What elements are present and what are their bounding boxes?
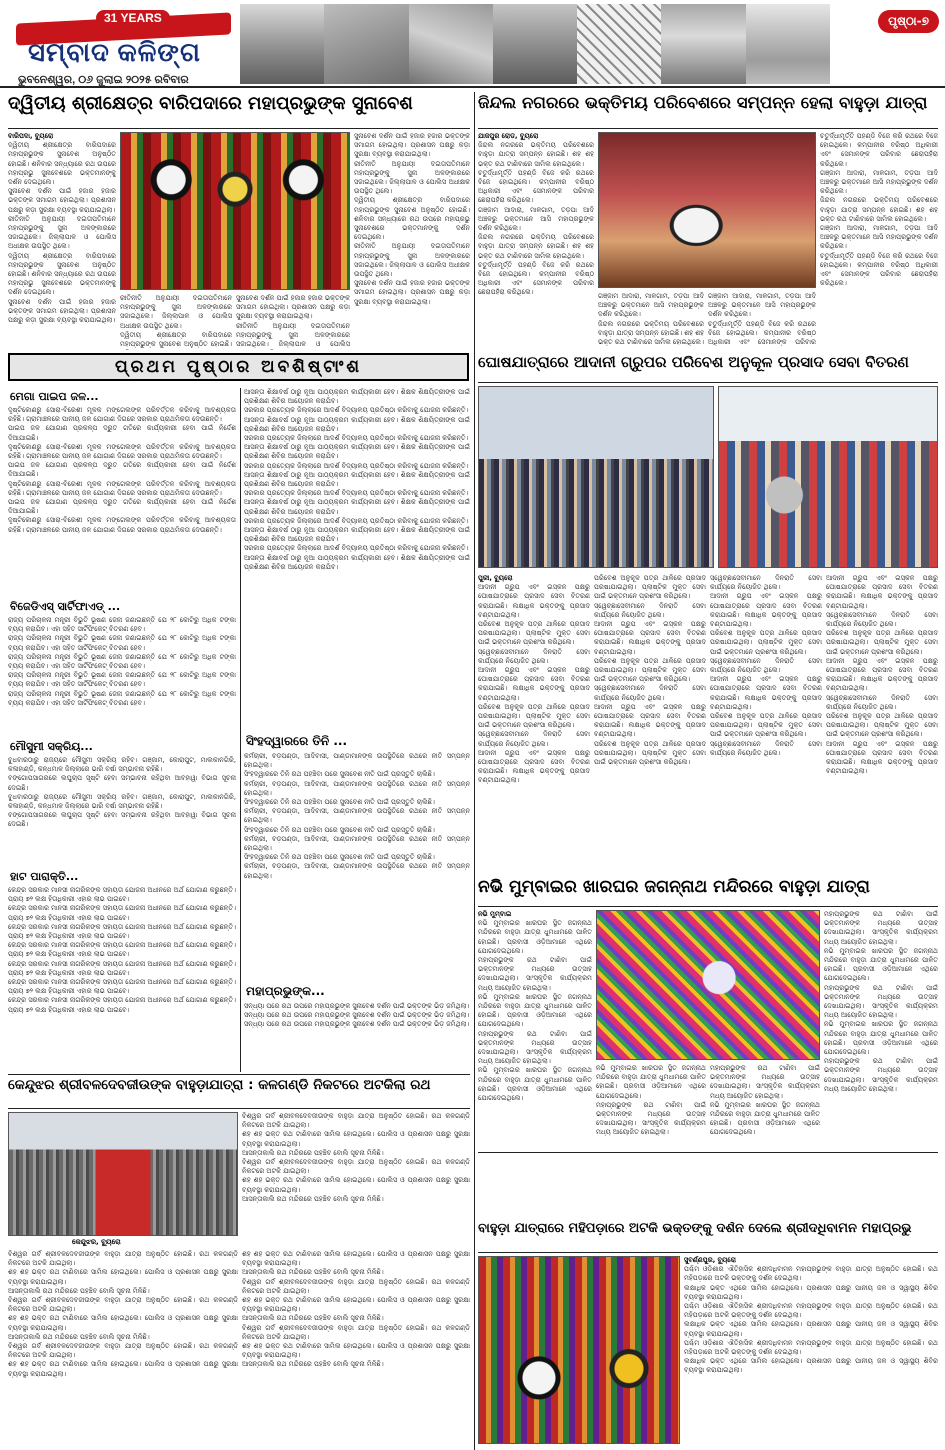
paragraph: ଆସନ୍ତା ଶିକ୍ଷାବର୍ଷ ଠାରୁ ନୂଆ ପାଠ୍ୟକ୍ରମ କାର୍ଯ୍ୟକାରୀ ହେବ। ଶିକ୍ଷକ ଶିକ୍ଷୟିତ୍ରୀଙ୍କ ପାଇଁ ପ୍ରଶିକ୍ଷଣ ଶିବିର ଆୟୋଜନ କରାଯିବ। <box>244 470 470 489</box>
paragraph: ଦ୍ୱିତୀୟ ଶ୍ରୀକ୍ଷେତ୍ର ବାରିପଦାରେ ମହାପ୍ରଭୁଙ୍କ ସୁନାବେଶ ଅନୁଷ୍ଠିତ ହୋଇଛି। ଶନିବାର ସନ୍ଧ୍ୟାରେ ରଥ ଉପରେ ମହାପ୍ରଭୁ ସୁନାବେଶରେ ଭକ୍ତମାନଙ୍କୁ ଦର୍ଶନ ଦେଇଥିଲେ। <box>8 251 116 297</box>
paragraph: ଶହ ଶହ ଭକ୍ତ ରଥ ଟାଣିବାରେ ସାମିଲ ହୋଇଥିଲେ। ପୋଲିସ ଓ ପ୍ରଶାସନ ପକ୍ଷରୁ ସୁରକ୍ଷା ବ୍ୟବସ୍ଥା କରାଯାଇଥିଲା। <box>8 1314 238 1332</box>
story-text-jindal-col2 <box>820 132 938 346</box>
paragraph: ଚତୁର୍ଦ୍ଧାମୂର୍ତ୍ତି ପହଣ୍ଡି ବିଜେ କରି ରଥରେ ବିଜେ ହୋଇଥିଲେ। କମ୍ପାନୀର ବରିଷ୍ଠ ଅଧିକାରୀ ଏବଂ ସେମାନଙ୍କ ପରିବାର <box>708 319 816 346</box>
paragraph: ସ୍ୱେଚ୍ଛାସେବୀମାନେ ଦିନରାତି ସେବା କାର୍ଯ୍ୟରେ ନିୟୋଜିତ ଥିଲେ। <box>478 730 590 748</box>
paragraph: ଦ୍ୱିତୀୟ ଶ୍ରୀକ୍ଷେତ୍ର ବାରିପଦାରେ ମହାପ୍ରଭୁଙ୍କ ସୁନାବେଶ ଅନୁଷ୍ଠିତ ହୋଇଛି। ଶନିବାର ସନ୍ଧ୍ୟାରେ ରଥ ଉପରେ ମହାପ୍ରଭୁ ସୁନାବେଶରେ ଭକ୍ତମାନଙ୍କୁ ଦର୍ଶନ ଦେଇଥିଲେ। <box>8 141 116 187</box>
paragraph: ସୁନାବେଶ ଦର୍ଶନ ପାଇଁ ହଜାର ହଜାର ଭକ୍ତଙ୍କ ସମାଗମ ହୋଇଥିଲା। ପ୍ରଶାସନ ପକ୍ଷରୁ କଡ଼ା ସୁରକ୍ଷା ବ୍ୟବସ୍ଥା କରାଯାଇଥିଲା। <box>8 187 116 214</box>
paragraph: ବିଶ୍ୱର ଗର୍ବ ଶ୍ରୀବଳଦେବଜୀଉଙ୍କ ବାହୁଡ଼ା ଯାତ୍ରା ଅନୁଷ୍ଠିତ ହୋଇଛି। ରଥ କଳଗଣ୍ଡି ନିକଟରେ ଅଟକି ଯାଇଥିଲା। <box>242 1277 470 1295</box>
masthead <box>0 0 945 88</box>
paragraph: ରାଜ୍ୟ ପରିଚାଳନା ମନ୍ତ୍ରୀ ବିଭୁତି ଭୂଷଣ ଜେନା ଜଣାଇଛନ୍ତି ଯେ ୨୮ କୋଟିରୁ ଅଧିକ ଟଙ୍କା ବ୍ୟୟ କରାଯିବ। ଏହା ସହିତ ସାର୍ଟିଫିକେଟ୍ ବିତରଣ ହେବ। <box>8 652 236 671</box>
photo-prasad-queue[interactable] <box>478 386 714 568</box>
story-headline-kharghar[interactable]: ନଭି ମୁମ୍ବାଇର ଖାରଘର ଜଗନ୍ନାଥ ମନ୍ଦିରରେ ବାହୁଡ଼ା ଯାତ୍ରା <box>478 878 870 897</box>
story-text-keonjhar-col2 <box>242 1112 470 1248</box>
paragraph: କେନ୍ଦ୍ର ସରକାର ମାନସୀ ନାଗରିକଙ୍କ ସହାୟତା ଯୋଜନା ଅଧୀନରେ ଅର୍ଥ ଯୋଗାଣ କରୁଛନ୍ତି। ପ୍ରାୟ ୭୨ ଲକ୍ଷ ହିତାଧିକାରୀ ଏହାର ଲାଭ ପାଇବେ। <box>8 886 236 904</box>
paragraph: ଦ୍ୱିତୀୟ ଶ୍ରୀକ୍ଷେତ୍ର ବାରିପଦାରେ ମହାପ୍ରଭୁଙ୍କ ସୁନାବେଶ ଅନୁଷ୍ଠିତ ହୋଇଛି। <box>120 330 232 349</box>
byline: ନଭି ମୁମ୍ବାଇ <box>478 910 512 918</box>
paragraph: ଗଞ୍ଜାମ ଆଦାରା, ମାଳଗାମ, ତଡ଼ପା ଆଦି ଅଞ୍ଚଳରୁ ଭକ୍ତମାନେ ଆସି ମହାପ୍ରଭୁଙ୍କ ଦର୍ଶନ କରିଥିଲେ। <box>478 205 594 233</box>
banner-photo-art <box>577 4 661 84</box>
paragraph: କର୍ମଚାରୀ, ବଡ଼ପଣ୍ଡା, ଆଦିବାସୀ, ପାଣ୍ଡାମାନଙ୍କ ଉପସ୍ଥିତିରେ ରଥରେ ନୀତି ସମ୍ପନ୍ନ ହୋଇଥିଲା। <box>244 752 470 770</box>
paragraph: ଜିନ୍ଦଲ ନଗରରେ ଭକ୍ତିମୟ ପରିବେଶରେ ବାହୁଡ଼ା ଯାତ୍ରା ସମ୍ପନ୍ନ ହୋଇଛି। ଶହ ଶହ ଭକ୍ତ ରଥ ଟାଣିବାରେ ସାମିଲ ହୋଇଥିଲେ। <box>478 233 594 260</box>
divider <box>478 128 938 129</box>
divider <box>478 906 938 907</box>
story-text-kharghar-col3 <box>596 1064 706 1150</box>
paragraph: ଚତୁର୍ଦ୍ଧାମୂର୍ତ୍ତି ପହଣ୍ଡି ବିଜେ କରି ରଥରେ ବିଜେ ହୋଇଥିଲେ। କମ୍ପାନୀର ବରିଷ୍ଠ ଅଧିକାରୀ ଏବଂ ସେମାନଙ୍କ ପରିବାର ଛେରାପହଁରା କରିଥିଲେ। <box>820 132 938 168</box>
story-text-keonjhar <box>8 1250 238 1446</box>
paragraph: ସରକାର ପ୍ରତ୍ୟେକ ଜିଲ୍ଲାରେ ଆଦର୍ଶ ବିଦ୍ୟାଳୟ ପ୍ରତିଷ୍ଠା କରିବାକୁ ଯୋଜନା କରିଛନ୍ତି। <box>244 461 469 470</box>
column-divider <box>240 388 241 1072</box>
story-text-monsoon <box>8 756 236 866</box>
story-text-jindal-col3 <box>598 292 704 346</box>
paragraph: ବିଶ୍ୱର ଗର୍ବ ଶ୍ରୀବଳଦେବଜୀଉଙ୍କ ବାହୁଡ଼ା ଯାତ୍ରା ଅନୁଷ୍ଠିତ ହୋଇଛି। ରଥ କଳଗଣ୍ଡି ନିକଟରେ ଅଟକି ଯାଇଥିଲା। <box>242 1323 470 1341</box>
banner-photo-temple <box>240 4 324 84</box>
paragraph: ଆସନ୍ତା ଶିକ୍ଷାବର୍ଷ ଠାରୁ ନୂଆ ପାଠ୍ୟକ୍ରମ କାର୍ଯ୍ୟକାରୀ ହେବ। ଶିକ୍ଷକ ଶିକ୍ଷୟିତ୍ରୀଙ୍କ ପାଇଁ ପ୍ରଶିକ୍ଷଣ ଶିବିର ଆୟୋଜନ କରାଯିବ। <box>244 553 470 571</box>
paragraph: ବଙ୍ଗୋପସାଗରରେ ଲଘୁଚାପ ସୃଷ୍ଟି ହେବା ସମ୍ଭାବନା ରହିଥିବା ଆବହାୱା ବିଭାଗ ସୂଚନା ଦେଇଛି। <box>8 774 236 792</box>
paragraph: ବିଶ୍ୱର ଗର୍ବ ଶ୍ରୀବଳଦେବଜୀଉଙ୍କ ବାହୁଡ଼ା ଯାତ୍ରା ଅନୁଷ୍ଠିତ ହୋଇଛି। ରଥ କଳଗଣ୍ଡି ନିକଟରେ ଅଟକି ଯାଇଥିଲା। <box>242 1158 470 1176</box>
story-text-baripada <box>8 132 116 350</box>
paragraph: ଆସନ୍ତାକାଲି ରଥ ମନ୍ଦିରରେ ପହଞ୍ଚିବ ବୋଲି ସୂଚନା ମିଳିଛି। <box>8 1332 150 1341</box>
paragraph: ସରକାର ପ୍ରତ୍ୟେକ ଜିଲ୍ଲାରେ ଆଦର୍ଶ ବିଦ୍ୟାଳୟ ପ୍ରତିଷ୍ଠା କରିବାକୁ ଯୋଜନା କରିଛନ୍ତି। <box>244 516 469 525</box>
divider <box>478 382 938 383</box>
paragraph: ନଭି ମୁମ୍ବାଇର ଖାରଘର ସ୍ଥିତ ଜଗନ୍ନାଥ ମନ୍ଦିରରେ ବାହୁଡ଼ା ଯାତ୍ରା ଧୁମଧାମରେ ପାଳିତ ହୋଇଛି। ପ୍ରବାସୀ ଓଡ଼ିଆମାନେ ଏଥିରେ ଯୋଗଦେଇଥିଲେ। <box>710 1100 820 1137</box>
paragraph: କେନ୍ଦ୍ର ସରକାର ମାନସୀ ନାଗରିକଙ୍କ ସହାୟତା ଯୋଜନା ଅଧୀନରେ ଅର୍ଥ ଯୋଗାଣ କରୁଛନ୍ତି। ପ୍ରାୟ ୭୨ ଲକ୍ଷ ହିତାଧିକାରୀ ଏହାର ଲାଭ ପାଇବେ। <box>8 978 236 996</box>
paragraph: ପରିବେଶ ଅନୁକୂଳ ପତ୍ର ଥାଳିରେ ପ୍ରସାଦ ପରଷାଯାଇଥିଲା। ପ୍ଲାଷ୍ଟିକ ମୁକ୍ତ ସେବା ପାଇଁ ଭକ୍ତମାନେ ପ୍ରଶଂସା କରିଥିଲେ। <box>594 739 706 767</box>
paragraph: ନଭି ମୁମ୍ବାଇର ଖାରଘର ସ୍ଥିତ ଜଗନ୍ନାଥ ମନ୍ଦିରରେ ବାହୁଡ଼ା ଯାତ୍ରା ଧୁମଧାମରେ ପାଳିତ ହୋଇଛି। ପ୍ରବାସୀ ଓଡ଼ିଆମାନେ ଏଥିରେ ଯୋଗଦେଇଥିଲେ। <box>824 946 938 983</box>
paragraph: କର୍ମଚାରୀ, ବଡ଼ପଣ୍ଡା, ଆଦିବାସୀ, ପାଣ୍ଡାମାନଙ୍କ ଉପସ୍ଥିତିରେ ରଥରେ ନୀତି ସମ୍ପନ୍ନ ହୋଇଥିଲା। <box>244 862 470 880</box>
subhead-monsoon: ମୌସୁମୀ ସକ୍ରିୟ... <box>10 740 93 753</box>
paragraph: ଲକ୍ଷାଧିକ ଭକ୍ତ ଏଥିରେ ସାମିଲ ହୋଇଥିଲେ। ପ୍ରଶାସନ ପକ୍ଷରୁ ପାନୀୟ ଜଳ ଓ ସ୍ୱାସ୍ଥ୍ୟ ଶିବିର ବ୍ୟବସ୍ଥା କରାଯାଇଥିଲା। <box>684 1283 938 1301</box>
paragraph: ଲକ୍ଷାଧିକ ଭକ୍ତ ଏଥିରେ ସାମିଲ ହୋଇଥିଲେ। ପ୍ରଶାସନ ପକ୍ଷରୁ ପାନୀୟ ଜଳ ଓ ସ୍ୱାସ୍ଥ୍ୟ ଶିବିର ବ୍ୟବସ୍ଥା କରାଯାଇଥିଲା। <box>684 1320 938 1338</box>
paragraph: ସରକାର ପ୍ରତ୍ୟେକ ଜିଲ୍ଲାରେ ଆଦର୍ଶ ବିଦ୍ୟାଳୟ ପ୍ରତିଷ୍ଠା କରିବାକୁ ଯୋଜନା କରିଛନ୍ତି। <box>244 434 469 443</box>
divider <box>478 1252 938 1253</box>
banner-photo-village <box>661 4 745 84</box>
byline: ବାରିପଦା, ବ୍ୟୁରୋ <box>8 132 54 140</box>
story-text-jindal-col4 <box>708 292 816 346</box>
paragraph: ସ୍ୱେଚ୍ଛାସେବୀମାନେ ଦିନରାତି ସେବା କାର୍ଯ୍ୟରେ ନିୟୋଜିତ ଥିଲେ। <box>478 647 590 665</box>
paragraph: ଚତୁର୍ଦ୍ଧାମୂର୍ତ୍ତି ପହଣ୍ଡି ବିଜେ କରି ରଥରେ ବିଜେ ହୋଇଥିଲେ। କମ୍ପାନୀର ବରିଷ୍ଠ ଅଧିକାରୀ ଏବଂ ସେମାନଙ୍କ ପରିବାର ଛେରାପହଁରା କରିଥିଲେ। <box>478 168 594 205</box>
paragraph: ପରିବେଶ ଅନୁକୂଳ ପତ୍ର ଥାଳିରେ ପ୍ରସାଦ ପରଷାଯାଇଥିଲା। ପ୍ଲାଷ୍ଟିକ ମୁକ୍ତ ସେବା ପାଇଁ ଭକ୍ତମାନେ ପ୍ରଶଂସା କରିଥିଲେ। <box>826 629 938 656</box>
paragraph: ପଶ୍ଚିମ ଓଡ଼ିଶାର ଐତିହାସିକ ଶ୍ରୀଦଧିବାମନ ମହାପ୍ରଭୁଙ୍କ ବାହୁଡ଼ା ଯାତ୍ରା ଅନୁଷ୍ଠିତ ହୋଇଛି। ରଥ ମହିପଡ଼ାରେ ଅଟକି ଭକ୍ତଙ୍କୁ ଦର୍ଶନ ଦେଇଥିଲା। <box>684 1302 938 1320</box>
paragraph: ସୁନାବେଶ ଦର୍ଶନ ପାଇଁ ହଜାର ହଜାର ଭକ୍ତଙ୍କ ସମାଗମ ହୋଇଥିଲା। ପ୍ରଶାସନ ପକ୍ଷରୁ କଡ଼ା ସୁରକ୍ଷା ବ୍ୟବସ୍ଥା କରାଯାଇଥିଲା। <box>354 279 470 306</box>
paragraph: ଗଞ୍ଜାମ ଆଦାରା, ମାଳଗାମ, ତଡ଼ପା ଆଦି ଅଞ୍ଚଳରୁ ଭକ୍ତମାନେ ଆସି ମହାପ୍ରଭୁଙ୍କ ଦର୍ଶନ କରିଥିଲେ। <box>598 292 704 319</box>
byline: ସୁବର୍ଣ୍ଣପୁର, ବ୍ୟୁରୋ <box>684 1256 736 1264</box>
paragraph: ସୁନାବେଶ ଦର୍ଶନ ପାଇଁ ହଜାର ହଜାର ଭକ୍ତଙ୍କ ସମାଗମ ହୋଇଥିଲା। ପ୍ରଶାସନ ପକ୍ଷରୁ କଡ଼ା ସୁରକ୍ଷା ବ୍ୟବସ୍ଥା କରାଯାଇଥିଲା। <box>8 297 116 325</box>
paragraph: ଗଞ୍ଜାମ ଆଦାରା, ମାଳଗାମ, ତଡ଼ପା ଆଦି ଅଞ୍ଚଳରୁ ଭକ୍ତମାନେ ଆସି ମହାପ୍ରଭୁଙ୍କ ଦର୍ଶନ କରିଥିଲେ। <box>820 224 938 251</box>
paragraph: ଆଦାନୀ ଗ୍ରୁପ ଏବଂ ଇସ୍କନ ପକ୍ଷରୁ ଘୋଷଯାତ୍ରାରେ ପ୍ରସାଦ ସେବା ବିତରଣ କରାଯାଇଛି। ଲକ୍ଷାଧିକ ଭକ୍ତଙ୍କୁ ପ୍ରସାଦ ବଣ୍ଟାଯାଇଥିଲା। <box>478 666 590 702</box>
paragraph: ଆଦାନୀ ଗ୍ରୁପ ଏବଂ ଇସ୍କନ ପକ୍ଷରୁ ଘୋଷଯାତ୍ରାରେ ପ୍ରସାଦ ସେବା ବିତରଣ କରାଯାଇଛି। ଲକ୍ଷାଧିକ ଭକ୍ତଙ୍କୁ ପ୍ରସାଦ ବଣ୍ଟାଯାଇଥିଲା। <box>710 675 822 711</box>
paragraph: ମହାପ୍ରଭୁଙ୍କ ରଥ ଟାଣିବା ପାଇଁ ଭକ୍ତମାନଙ୍କ ମଧ୍ୟରେ ଉତ୍ସାହ ଦେଖାଯାଇଥିଲା। ସାଂସ୍କୃତିକ କାର୍ଯ୍ୟକ୍ରମ ମଧ୍ୟ ଆୟୋଜିତ ହୋଇଥିଲା। <box>824 1057 938 1093</box>
photo-prasad-serving[interactable] <box>718 386 938 568</box>
paragraph: ପଶ୍ଚିମ ଓଡ଼ିଶାର ଐତିହାସିକ ଶ୍ରୀଦଧିବାମନ ମହାପ୍ରଭୁଙ୍କ ବାହୁଡ଼ା ଯାତ୍ରା ଅନୁଷ୍ଠିତ ହୋଇଛି। ରଥ ମହିପଡ଼ାରେ ଅଟକି ଭକ୍ତଙ୍କୁ ଦର୍ଶନ ଦେଇଥିଲା। <box>684 1265 938 1283</box>
paragraph: ସନ୍ଧ୍ୟା ପରେ ରଥ ଉପରେ ମହାପ୍ରଭୁଙ୍କ ସୁନାବେଶ ଦର୍ଶନ ପାଇଁ ଭକ୍ତଙ୍କ ଭିଡ଼ ଜମିଥିଲା। <box>244 1002 470 1010</box>
paragraph: ସ୍ୱେଚ୍ଛାସେବୀମାନେ ଦିନରାତି ସେବା କାର୍ଯ୍ୟରେ ନିୟୋଜିତ ଥିଲେ। <box>826 610 938 629</box>
divider <box>478 1152 938 1153</box>
paragraph: ଆସନ୍ତାକାଲି ରଥ ମନ୍ଦିରରେ ପହଞ୍ଚିବ ବୋଲି ସୂଚନା ମିଳିଛି। <box>242 1268 384 1277</box>
paragraph: ବିଶ୍ୱର ଗର୍ବ ଶ୍ରୀବଳଦେବଜୀଉଙ୍କ ବାହୁଡ଼ା ଯାତ୍ରା ଅନୁଷ୍ଠିତ ହୋଇଛି। ରଥ କଳଗଣ୍ଡି ନିକଟରେ ଅଟକି ଯାଇଥିଲା। <box>242 1112 470 1130</box>
photo-kharghar-temple[interactable] <box>596 910 820 1060</box>
story-text-keonjhar-col3 <box>242 1250 470 1446</box>
story-text-baripada-col3 <box>120 294 232 350</box>
paragraph: ସିଂହଦ୍ୱାରରେ ତିନି ରଥ ପହଞ୍ଚିବା ପରେ ସୁନାବେଶ ନୀତି ପାଇଁ ପ୍ରସ୍ତୁତି ଚାଲିଛି। <box>244 825 435 834</box>
paragraph: ପାଇପ ଜଳ ଯୋଗାଣ ପ୍ରକଳ୍ପ ଦ୍ରୁତ ଗତିରେ କାର୍ଯ୍ୟକାରୀ ହେବା ପାଇଁ ନିର୍ଦ୍ଦେଶ ଦିଆଯାଇଛି। <box>8 498 236 516</box>
paragraph: କେନ୍ଦ୍ର ସରକାର ମାନସୀ ନାଗରିକଙ୍କ ସହାୟତା ଯୋଜନା ଅଧୀନରେ ଅର୍ଥ ଯୋଗାଣ କରୁଛନ୍ତି। ପ୍ରାୟ ୭୨ ଲକ୍ଷ ହିତାଧିକାରୀ ଏହାର ଲାଭ ପାଇବେ। <box>8 941 236 959</box>
paragraph: ଆସନ୍ତା ଶିକ୍ଷାବର୍ଷ ଠାରୁ ନୂଆ ପାଠ୍ୟକ୍ରମ କାର୍ଯ୍ୟକାରୀ ହେବ। ଶିକ୍ଷକ ଶିକ୍ଷୟିତ୍ରୀଙ୍କ ପାଇଁ ପ୍ରଶିକ୍ଷଣ ଶିବିର ଆୟୋଜନ କରାଯିବ। <box>244 388 470 406</box>
years-badge: 31 YEARS <box>96 10 170 26</box>
paragraph: ସ୍ୱେଚ୍ଛାସେବୀମାନେ ଦିନରାତି ସେବା କାର୍ଯ୍ୟରେ ନିୟୋଜିତ ଥିଲେ। <box>826 693 938 711</box>
photo-caption: କେନ୍ଦୁଝର, ବ୍ୟୁରୋ <box>72 1238 121 1246</box>
paragraph: ଆସନ୍ତାକାଲି ରଥ ମନ୍ଦିରରେ ପହଞ୍ଚିବ ବୋଲି ସୂଚନା ମିଳିଛି। <box>8 1286 150 1295</box>
paragraph: ମହାପ୍ରଭୁଙ୍କ ରଥ ଟାଣିବା ପାଇଁ ଭକ୍ତମାନଙ୍କ ମଧ୍ୟରେ ଉତ୍ସାହ ଦେଖାଯାଇଥିଲା। ସାଂସ୍କୃତିକ କାର୍ଯ୍ୟକ୍ରମ ମଧ୍ୟ ଆୟୋଜିତ ହୋଇଥିଲା। <box>824 983 938 1020</box>
paragraph: ପରିବେଶ ଅନୁକୂଳ ପତ୍ର ଥାଳିରେ ପ୍ରସାଦ ପରଷାଯାଇଥିଲା। ପ୍ଲାଷ୍ଟିକ ମୁକ୍ତ ସେବା ପାଇଁ ଭକ୍ତମାନେ ପ୍ରଶଂସା କରିଥିଲେ। <box>826 712 938 739</box>
paragraph: ବୁଧବାରଠାରୁ ରାଜ୍ୟରେ ମୌସୁମୀ ସକ୍ରିୟ ରହିବ। ଗଞ୍ଜାମ, କୋରାପୁଟ, ମାଲକାନଗିରି, କଳାହାଣ୍ଡି, କନ୍ଧମାଳ ଜିଲ୍ଲାରେ ଭାରି ବର୍ଷା ସମ୍ଭାବନା ରହିଛି। <box>8 756 236 774</box>
subhead-bjd: ବିଜେଡିଏସ୍ ସାର୍ଟିଫାଏଡ୍ ... <box>10 600 121 613</box>
story-headline-jindal[interactable]: ଜିନ୍ଦଲ ନଗରରେ ଭକ୍ତିମୟ ପରିବେଶରେ ସମ୍ପନ୍ନ ହେଲା ବାହୁଡ଼ା ଯାତ୍ରା <box>478 94 928 112</box>
paragraph: ଶହ ଶହ ଭକ୍ତ ରଥ ଟାଣିବାରେ ସାମିଲ ହୋଇଥିଲେ। ପୋଲିସ ଓ ପ୍ରଶାସନ ପକ୍ଷରୁ ସୁରକ୍ଷା ବ୍ୟବସ୍ଥା କରାଯାଇଥିଲା। <box>242 1250 470 1268</box>
story-text-bjd <box>8 616 236 736</box>
paragraph: ସ୍ୱେଚ୍ଛାସେବୀମାନେ ଦିନରାତି ସେବା କାର୍ଯ୍ୟରେ ନିୟୋଜିତ ଥିଲେ। <box>710 656 822 675</box>
paragraph: ଦ୍ୱିତୀୟ ଶ୍ରୀକ୍ଷେତ୍ର ବାରିପଦାରେ ମହାପ୍ରଭୁଙ୍କ ସୁନାବେଶ ଅନୁଷ୍ଠିତ ହୋଇଛି। ଶନିବାର ସନ୍ଧ୍ୟାରେ ରଥ ଉପରେ ମହାପ୍ରଭୁ ସୁନାବେଶରେ ଭକ୍ତମାନଙ୍କୁ ଦର୍ଶନ ଦେଇଥିଲେ। <box>354 196 470 242</box>
story-text-adani-col3 <box>710 574 822 874</box>
paragraph: କେନ୍ଦ୍ର ସରକାର ମାନସୀ ନାଗରିକଙ୍କ ସହାୟତା ଯୋଜନା ଅଧୀନରେ ଅର୍ଥ ଯୋଗାଣ କରୁଛନ୍ତି। ପ୍ରାୟ ୭୨ ଲକ୍ଷ ହିତାଧିକାରୀ ଏହାର ଲାଭ ପାଇବେ। <box>8 922 236 941</box>
photo-keonjhar-chariot[interactable] <box>8 1112 238 1236</box>
paragraph: ମହାପ୍ରଭୁଙ୍କ ରଥ ଟାଣିବା ପାଇଁ ଭକ୍ତମାନଙ୍କ ମଧ୍ୟରେ ଉତ୍ସାହ ଦେଖାଯାଇଥିଲା। ସାଂସ୍କୃତିକ କାର୍ଯ୍ୟକ୍ରମ ମଧ୍ୟ ଆୟୋଜିତ ହୋଇଥିଲା। <box>596 1100 706 1137</box>
paragraph: ପରିବେଶ ଅନୁକୂଳ ପତ୍ର ଥାଳିରେ ପ୍ରସାଦ ପରଷାଯାଇଥିଲା। ପ୍ଲାଷ୍ଟିକ ମୁକ୍ତ ସେବା ପାଇଁ ଭକ୍ତମାନେ ପ୍ରଶଂସା କରିଥିଲେ। <box>594 656 706 684</box>
divider <box>8 128 470 129</box>
paragraph: ପରିବେଶ ଅନୁକୂଳ ପତ୍ର ଥାଳିରେ ପ୍ରସାଦ ପରଷାଯାଇଥିଲା। ପ୍ଲାଷ୍ଟିକ ମୁକ୍ତ ସେବା ପାଇଁ ଭକ୍ତମାନେ ପ୍ରଶଂସା କରିଥିଲେ। <box>594 574 706 601</box>
paragraph: ନଭି ମୁମ୍ବାଇର ଖାରଘର ସ୍ଥିତ ଜଗନ୍ନାଥ ମନ୍ଦିରରେ ବାହୁଡ଼ା ଯାତ୍ରା ଧୁମଧାମରେ ପାଳିତ ହୋଇଛି। ପ୍ରବାସୀ ଓଡ଼ିଆମାନେ ଏଥିରେ ଯୋଗଦେଇଥିଲେ। <box>824 1020 938 1057</box>
photo-deities-sunabesha[interactable] <box>120 132 350 290</box>
photo-jindal-rath[interactable] <box>598 132 816 288</box>
paragraph: ଗଞ୍ଜାମ ଆଦାରା, ମାଳଗାମ, ତଡ଼ପା ଆଦି ଅଞ୍ଚଳରୁ ଭକ୍ତମାନେ ଆସି ମହାପ୍ରଭୁଙ୍କ ଦର୍ଶନ କରିଥିଲେ। <box>708 292 816 319</box>
paragraph: ଆସନ୍ତାକାଲି ରଥ ମନ୍ଦିରରେ ପହଞ୍ଚିବ ବୋଲି ସୂଚନା ମିଳିଛି। <box>242 1148 384 1157</box>
story-text-kharghar-col4 <box>710 1064 820 1150</box>
paragraph: ବିଶ୍ୱର ଗର୍ବ ଶ୍ରୀବଳଦେବଜୀଉଙ୍କ ବାହୁଡ଼ା ଯାତ୍ରା ଅନୁଷ୍ଠିତ ହୋଇଛି। ରଥ କଳଗଣ୍ଡି ନିକଟରେ ଅଟକି ଯାଇଥିଲା। <box>8 1342 238 1360</box>
paragraph: କର୍ମଚାରୀ, ବଡ଼ପଣ୍ଡା, ଆଦିବାସୀ, ପାଣ୍ଡାମାନଙ୍କ ଉପସ୍ଥିତିରେ ରଥରେ ନୀତି ସମ୍ପନ୍ନ ହୋଇଥିଲା। <box>244 779 470 797</box>
paragraph: ପରିବେଶ ଅନୁକୂଳ ପତ୍ର ଥାଳିରେ ପ୍ରସାଦ ପରଷାଯାଇଥିଲା। ପ୍ଲାଷ୍ଟିକ ମୁକ୍ତ ସେବା ପାଇଁ ଭକ୍ତମାନେ ପ୍ରଶଂସା କରିଥିଲେ। <box>478 620 590 647</box>
story-text-haatpada <box>8 886 236 1068</box>
paragraph: ଜିନ୍ଦଲ ନଗରରେ ଭକ୍ତିମୟ ପରିବେଶରେ ବାହୁଡ଼ା ଯାତ୍ରା ସମ୍ପନ୍ନ ହୋଇଛି। ଶହ ଶହ ଭକ୍ତ ରଥ ଟାଣିବାରେ ସାମିଲ ହୋଇଥିଲେ। <box>478 141 594 168</box>
paragraph: କେନ୍ଦ୍ର ସରକାର ମାନସୀ ନାଗରିକଙ୍କ ସହାୟତା ଯୋଜନା ଅଧୀନରେ ଅର୍ଥ ଯୋଗାଣ କରୁଛନ୍ତି। ପ୍ରାୟ ୭୨ ଲକ୍ଷ ହିତାଧିକାରୀ ଏହାର ଲାଭ ପାଇବେ। <box>8 959 236 977</box>
paragraph: ଆସନ୍ତାକାଲି ରଥ ମନ୍ଦିରରେ ପହଞ୍ଚିବ ବୋଲି ସୂଚନା ମିଳିଛି। <box>242 1360 384 1369</box>
paragraph: ଜିନ୍ଦଲ ନଗରରେ ଭକ୍ତିମୟ ପରିବେଶରେ ବାହୁଡ଼ା ଯାତ୍ରା ସମ୍ପନ୍ନ ହୋଇଛି। ଶହ ଶହ ଭକ୍ତ ରଥ ଟାଣିବାରେ ସାମିଲ ହୋଇଥିଲେ। <box>820 196 938 223</box>
paragraph: ନଭି ମୁମ୍ବାଇର ଖାରଘର ସ୍ଥିତ ଜଗନ୍ନାଥ ମନ୍ଦିରରେ ବାହୁଡ଼ା ଯାତ୍ରା ଧୁମଧାମରେ ପାଳିତ ହୋଇଛି। ପ୍ରବାସୀ ଓଡ଼ିଆମାନେ ଏଥିରେ ଯୋଗଦେଇଥିଲେ। <box>478 992 592 1029</box>
paragraph: ଆସନ୍ତା ଶିକ୍ଷାବର୍ଷ ଠାରୁ ନୂଆ ପାଠ୍ୟକ୍ରମ କାର୍ଯ୍ୟକାରୀ ହେବ। ଶିକ୍ଷକ ଶିକ୍ଷୟିତ୍ରୀଙ୍କ ପାଇଁ ପ୍ରଶିକ୍ଷଣ ଶିବିର ଆୟୋଜନ କରାଯିବ। <box>244 498 470 516</box>
paragraph: ପଶ୍ଚିମ ଓଡ଼ିଶାର ଐତିହାସିକ ଶ୍ରୀଦଧିବାମନ ମହାପ୍ରଭୁଙ୍କ ବାହୁଡ଼ା ଯାତ୍ରା ଅନୁଷ୍ଠିତ ହୋଇଛି। ରଥ ମହିପଡ଼ାରେ ଅଟକି ଭକ୍ତଙ୍କୁ ଦର୍ଶନ ଦେଇଥିଲା। <box>684 1338 938 1357</box>
paragraph: ସ୍ୱେଚ୍ଛାସେବୀମାନେ ଦିନରାତି ସେବା କାର୍ଯ୍ୟରେ ନିୟୋଜିତ ଥିଲେ। <box>710 739 822 757</box>
story-headline-keonjhar[interactable]: କେନ୍ଦୁଝର ଶ୍ରୀବଳଦେବଜୀଉଙ୍କ ବାହୁଡ଼ାଯାତ୍ରା : କଳଗଣ୍ଡି ନିକଟରେ ଅଟକିଲା ରଥ <box>8 1078 431 1093</box>
paragraph: ଆଦାନୀ ଗ୍ରୁପ ଏବଂ ଇସ୍କନ ପକ୍ଷରୁ ଘୋଷଯାତ୍ରାରେ ପ୍ରସାଦ ସେବା ବିତରଣ କରାଯାଇଛି। ଲକ୍ଷାଧିକ ଭକ୍ତଙ୍କୁ ପ୍ରସାଦ ବଣ୍ଟାଯାଇଥିଲା। <box>826 656 938 693</box>
paragraph: ଚତୁର୍ଦ୍ଧାମୂର୍ତ୍ତି ପହଣ୍ଡି ବିଜେ କରି ରଥରେ ବିଜେ ହୋଇଥିଲେ। କମ୍ପାନୀର ବରିଷ୍ଠ ଅଧିକାରୀ ଏବଂ ସେମାନଙ୍କ ପରିବାର ଛେରାପହଁରା କରିଥିଲେ। <box>478 260 594 297</box>
paragraph: ଦୃଷ୍ଟିକୋଣରୁ ସୋରା-ବିରେଶୀ ମୂଳକ ମଙ୍ଗେଲଙ୍କ ପରିବର୍ତ୍ତନ କରିବାକୁ ଆବଶ୍ୟକତା ରହିଛି। ଗ୍ରାମାଞ୍ଚଳରେ ପାନୀୟ ଜଳ ଯୋଗାଣ ଦିଗରେ ସରକାର ପ୍ରାଥମିକତା ଦେଉଛନ୍ତି। <box>8 516 236 534</box>
paragraph: ରୀତିନୀତି ଅନୁଯାୟୀ ଦଇତାପତିମାନେ ମହାପ୍ରଭୁଙ୍କୁ ସୁନା ଅଳଙ୍କାରରେ ସଜାଇଥିଲେ। ଜିଲ୍ଲାପାଳ ଓ ପୋଲିସ ଅଧୀକ୍ଷକ ଉପସ୍ଥିତ ଥିଲେ। <box>354 242 470 279</box>
paragraph: ମହାପ୍ରଭୁଙ୍କ ରଥ ଟାଣିବା ପାଇଁ ଭକ୍ତମାନଙ୍କ ମଧ୍ୟରେ ଉତ୍ସାହ ଦେଖାଯାଇଥିଲା। ସାଂସ୍କୃତିକ କାର୍ଯ୍ୟକ୍ରମ ମଧ୍ୟ ଆୟୋଜିତ ହୋଇଥିଲା। <box>824 910 938 946</box>
paragraph: ରୀତିନୀତି ଅନୁଯାୟୀ ଦଇତାପତିମାନେ ମହାପ୍ରଭୁଙ୍କୁ ସୁନା ଅଳଙ୍କାରରେ ସଜାଇଥିଲେ। ଜିଲ୍ଲାପାଳ ଓ ପୋଲିସ ଅଧୀକ୍ଷକ ଉପସ୍ଥିତ ଥିଲେ। <box>8 214 116 251</box>
paragraph: ନଭି ମୁମ୍ବାଇର ଖାରଘର ସ୍ଥିତ ଜଗନ୍ନାଥ ମନ୍ଦିରରେ ବାହୁଡ଼ା ଯାତ୍ରା ଧୁମଧାମରେ ପାଳିତ ହୋଇଛି। ପ୍ରବାସୀ ଓଡ଼ିଆମାନେ ଏଥିରେ ଯୋଗଦେଇଥିଲେ। <box>478 1066 592 1103</box>
story-text-adani-col4 <box>826 574 938 874</box>
paragraph: ରାଜ୍ୟ ପରିଚାଳନା ମନ୍ତ୍ରୀ ବିଭୁତି ଭୂଷଣ ଜେନା ଜଣାଇଛନ୍ତି ଯେ ୨୮ କୋଟିରୁ ଅଧିକ ଟଙ୍କା ବ୍ୟୟ କରାଯିବ। ଏହା ସହିତ ସାର୍ଟିଫିକେଟ୍ ବିତରଣ ହେବ। <box>8 671 236 689</box>
paragraph: ଆସନ୍ତା ଶିକ୍ଷାବର୍ଷ ଠାରୁ ନୂଆ ପାଠ୍ୟକ୍ରମ କାର୍ଯ୍ୟକାରୀ ହେବ। ଶିକ୍ଷକ ଶିକ୍ଷୟିତ୍ରୀଙ୍କ ପାଇଁ ପ୍ରଶିକ୍ଷଣ ଶିବିର ଆୟୋଜନ କରାଯିବ। <box>244 526 470 544</box>
paragraph: ଶହ ଶହ ଭକ୍ତ ରଥ ଟାଣିବାରେ ସାମିଲ ହୋଇଥିଲେ। ପୋଲିସ ଓ ପ୍ରଶାସନ ପକ୍ଷରୁ ସୁରକ୍ଷା ବ୍ୟବସ୍ଥା କରାଯାଇଥିଲା। <box>8 1360 238 1378</box>
paragraph: ଗଞ୍ଜାମ ଆଦାରା, ମାଳଗାମ, ତଡ଼ପା ଆଦି ଅଞ୍ଚଳରୁ ଭକ୍ତମାନେ ଆସି ମହାପ୍ରଭୁଙ୍କ ଦର୍ଶନ କରିଥିଲେ। <box>820 168 938 196</box>
page-number: ପୃଷ୍ଠା-୭ <box>878 10 939 33</box>
paragraph: କେନ୍ଦ୍ର ସରକାର ମାନସୀ ନାଗରିକଙ୍କ ସହାୟତା ଯୋଜନା ଅଧୀନରେ ଅର୍ଥ ଯୋଗାଣ କରୁଛନ୍ତି। ପ୍ରାୟ ୭୨ ଲକ୍ଷ ହିତାଧିକାରୀ ଏହାର ଲାଭ ପାଇବେ। <box>8 996 236 1014</box>
paragraph: ଆଦାନୀ ଗ୍ରୁପ ଏବଂ ଇସ୍କନ ପକ୍ଷରୁ ଘୋଷଯାତ୍ରାରେ ପ୍ରସାଦ ସେବା ବିତରଣ କରାଯାଇଛି। ଲକ୍ଷାଧିକ ଭକ୍ତଙ୍କୁ ପ୍ରସାଦ ବଣ୍ଟାଯାଇଥିଲା। <box>826 574 938 610</box>
divider <box>8 1108 470 1109</box>
paragraph: ଆଦାନୀ ଗ୍ରୁପ ଏବଂ ଇସ୍କନ ପକ୍ଷରୁ ଘୋଷଯାତ୍ରାରେ ପ୍ରସାଦ ସେବା ବିତରଣ କରାଯାଇଛି। ଲକ୍ଷାଧିକ ଭକ୍ତଙ୍କୁ ପ୍ରସାଦ ବଣ୍ଟାଯାଇଥିଲା। <box>594 702 706 739</box>
dateline: ଭୁବନେଶ୍ୱର, ୦୬ ଜୁଲାଇ ୨୦୨୫ ରବିବାର <box>18 74 189 86</box>
paragraph: ଆଦାନୀ ଗ୍ରୁପ ଏବଂ ଇସ୍କନ ପକ୍ଷରୁ ଘୋଷଯାତ୍ରାରେ ପ୍ରସାଦ ସେବା ବିତରଣ କରାଯାଇଛି। ଲକ୍ଷାଧିକ ଭକ୍ତଙ୍କୁ ପ୍ରସାଦ ବଣ୍ଟାଯାଇଥିଲା। <box>478 748 590 785</box>
paragraph: ସରକାର ପ୍ରତ୍ୟେକ ଜିଲ୍ଲାରେ ଆଦର୍ଶ ବିଦ୍ୟାଳୟ ପ୍ରତିଷ୍ଠା କରିବାକୁ ଯୋଜନା କରିଛନ୍ତି। <box>244 489 469 498</box>
paragraph: ସ୍ୱେଚ୍ଛାସେବୀମାନେ ଦିନରାତି ସେବା କାର୍ଯ୍ୟରେ ନିୟୋଜିତ ଥିଲେ। <box>710 574 822 592</box>
story-text-baripada-col4 <box>236 294 350 350</box>
banner-photo-children <box>493 4 577 84</box>
paragraph: ପାଇପ ଜଳ ଯୋଗାଣ ପ୍ରକଳ୍ପ ଦ୍ରୁତ ଗତିରେ କାର୍ଯ୍ୟକାରୀ ହେବା ପାଇଁ ନିର୍ଦ୍ଦେଶ ଦିଆଯାଇଛି। <box>8 424 236 442</box>
paragraph: ଜିନ୍ଦଲ ନଗରରେ ଭକ୍ତିମୟ ପରିବେଶରେ ବାହୁଡ଼ା ଯାତ୍ରା ସମ୍ପନ୍ନ ହୋଇଛି। ଶହ ଶହ ଭକ୍ତ ରଥ ଟାଣିବାରେ ସାମିଲ ହୋଇଥିଲେ। <box>598 319 704 346</box>
paragraph: ସିଂହଦ୍ୱାରରେ ତିନି ରଥ ପହଞ୍ଚିବା ପରେ ସୁନାବେଶ ନୀତି ପାଇଁ ପ୍ରସ୍ତୁତି ଚାଲିଛି। <box>244 798 435 807</box>
byline: ପୁରୀ, ବ୍ୟୁରୋ <box>478 574 513 582</box>
story-text-kharghar <box>478 910 592 1150</box>
paragraph: ରୀତିନୀତି ଅନୁଯାୟୀ ଦଇତାପତିମାନେ ମହାପ୍ରଭୁଙ୍କୁ ସୁନା ଅଳଙ୍କାରରେ ସଜାଇଥିଲେ। ଜିଲ୍ଲାପାଳ ଓ ପୋଲିସ ଅଧୀକ୍ଷକ ଉପସ୍ଥିତ ଥିଲେ। <box>120 294 232 330</box>
banner-photo-shrine <box>746 4 830 84</box>
paragraph: ଶହ ଶହ ଭକ୍ତ ରଥ ଟାଣିବାରେ ସାମିଲ ହୋଇଥିଲେ। ପୋଲିସ ଓ ପ୍ରଶାସନ ପକ୍ଷରୁ ସୁରକ୍ଷା ବ୍ୟବସ୍ଥା କରାଯାଇଥିଲା। <box>242 1342 470 1360</box>
paragraph: ଶହ ଶହ ଭକ୍ତ ରଥ ଟାଣିବାରେ ସାମିଲ ହୋଇଥିଲେ। ପୋଲିସ ଓ ପ୍ରଶାସନ ପକ୍ଷରୁ ସୁରକ୍ଷା ବ୍ୟବସ୍ଥା କରାଯାଇଥିଲା। <box>242 1176 470 1194</box>
paragraph: ବିଶ୍ୱର ଗର୍ବ ଶ୍ରୀବଳଦେବଜୀଉଙ୍କ ବାହୁଡ଼ା ଯାତ୍ରା ଅନୁଷ୍ଠିତ ହୋଇଛି। ରଥ କଳଗଣ୍ଡି ନିକଟରେ ଅଟକି ଯାଇଥିଲା। <box>8 1250 238 1268</box>
story-text-kharghar-col2 <box>824 910 938 1150</box>
story-text-singhadwar <box>244 752 470 978</box>
paragraph: ଶହ ଶହ ଭକ୍ତ ରଥ ଟାଣିବାରେ ସାମିଲ ହୋଇଥିଲେ। ପୋଲିସ ଓ ପ୍ରଶାସନ ପକ୍ଷରୁ ସୁରକ୍ଷା ବ୍ୟବସ୍ଥା କରାଯାଇଥିଲା। <box>242 1130 470 1148</box>
subhead-mahaprabhu: ମହାପ୍ରଭୁଙ୍କ... <box>246 984 325 998</box>
paragraph: ସନ୍ଧ୍ୟା ପରେ ରଥ ଉପରେ ମହାପ୍ରଭୁଙ୍କ ସୁନାବେଶ ଦର୍ଶନ ପାଇଁ ଭକ୍ତଙ୍କ ଭିଡ଼ ଜମିଥିଲା। <box>244 1011 470 1020</box>
paragraph: ସନ୍ଧ୍ୟା ପରେ ରଥ ଉପରେ ମହାପ୍ରଭୁଙ୍କ ସୁନାବେଶ ଦର୍ଶନ ପାଇଁ ଭକ୍ତଙ୍କ ଭିଡ଼ ଜମିଥିଲା। <box>244 1020 470 1029</box>
paragraph: ରାଜ୍ୟ ପରିଚାଳନା ମନ୍ତ୍ରୀ ବିଭୁତି ଭୂଷଣ ଜେନା ଜଣାଇଛନ୍ତି ଯେ ୨୮ କୋଟିରୁ ଅଧିକ ଟଙ୍କା ବ୍ୟୟ କରାଯିବ। ଏହା ସହିତ ସାର୍ଟିଫିକେଟ୍ ବିତରଣ ହେବ। <box>8 616 236 634</box>
story-text-central <box>244 388 470 728</box>
paragraph: ପାଇପ ଜଳ ଯୋଗାଣ ପ୍ରକଳ୍ପ ଦ୍ରୁତ ଗତିରେ କାର୍ଯ୍ୟକାରୀ ହେବା ପାଇଁ ନିର୍ଦ୍ଦେଶ ଦିଆଯାଇଛି। <box>8 461 236 479</box>
paragraph: ପରିବେଶ ଅନୁକୂଳ ପତ୍ର ଥାଳିରେ ପ୍ରସାଦ ପରଷାଯାଇଥିଲା। ପ୍ଲାଷ୍ଟିକ ମୁକ୍ତ ସେବା ପାଇଁ ଭକ୍ତମାନେ ପ୍ରଶଂସା କରିଥିଲେ। <box>478 702 590 730</box>
story-text-adani-col2 <box>594 574 706 874</box>
paragraph: ସ୍ୱେଚ୍ଛାସେବୀମାନେ ଦିନରାତି ସେବା କାର୍ଯ୍ୟରେ ନିୟୋଜିତ ଥିଲେ। <box>594 684 706 702</box>
paragraph: ପରିବେଶ ଅନୁକୂଳ ପତ୍ର ଥାଳିରେ ପ୍ରସାଦ ପରଷାଯାଇଥିଲା। ପ୍ଲାଷ୍ଟିକ ମୁକ୍ତ ସେବା ପାଇଁ ଭକ୍ତମାନେ ପ୍ରଶଂସା କରିଥିଲେ। <box>710 629 822 656</box>
paragraph: କର୍ମଚାରୀ, ବଡ଼ପଣ୍ଡା, ଆଦିବାସୀ, ପାଣ୍ଡାମାନଙ୍କ ଉପସ୍ଥିତିରେ ରଥରେ ନୀତି ସମ୍ପନ୍ନ ହୋଇଥିଲା। <box>244 807 470 825</box>
story-text-adani <box>478 574 590 874</box>
paragraph: ବଙ୍ଗୋପସାଗରରେ ଲଘୁଚାପ ସୃଷ୍ଟି ହେବା ସମ୍ଭାବନା ରହିଥିବା ଆବହାୱା ବିଭାଗ ସୂଚନା ଦେଇଛି। <box>8 811 236 829</box>
paragraph: ରାଜ୍ୟ ପରିଚାଳନା ମନ୍ତ୍ରୀ ବିଭୁତି ଭୂଷଣ ଜେନା ଜଣାଇଛନ୍ତି ଯେ ୨୮ କୋଟିରୁ ଅଧିକ ଟଙ୍କା ବ୍ୟୟ କରାଯିବ। ଏହା ସହିତ ସାର୍ଟିଫିକେଟ୍ ବିତରଣ ହେବ। <box>8 689 236 707</box>
paragraph: ଆଦାନୀ ଗ୍ରୁପ ଏବଂ ଇସ୍କନ ପକ୍ଷରୁ ଘୋଷଯାତ୍ରାରେ ପ୍ରସାଦ ସେବା ବିତରଣ କରାଯାଇଛି। ଲକ୍ଷାଧିକ ଭକ୍ତଙ୍କୁ ପ୍ରସାଦ ବଣ୍ଟାଯାଇଥିଲା। <box>594 620 706 656</box>
subhead-haatpada: ହାଟ ପାରାକ୍ତି... <box>10 870 79 883</box>
paragraph: କର୍ମଚାରୀ, ବଡ଼ପଣ୍ଡା, ଆଦିବାସୀ, ପାଣ୍ଡାମାନଙ୍କ ଉପସ୍ଥିତିରେ ରଥରେ ନୀତି ସମ୍ପନ୍ନ ହୋଇଥିଲା। <box>244 834 470 853</box>
banner-photo-crafts <box>324 4 408 84</box>
paragraph: ସିଂହଦ୍ୱାରରେ ତିନି ରଥ ପହଞ୍ଚିବା ପରେ ସୁନାବେଶ ନୀତି ପାଇଁ ପ୍ରସ୍ତୁତି ଚାଲିଛି। <box>244 853 435 862</box>
story-text-baripada-col2 <box>354 132 470 350</box>
paragraph: ଶହ ଶହ ଭକ୍ତ ରଥ ଟାଣିବାରେ ସାମିଲ ହୋଇଥିଲେ। ପୋଲିସ ଓ ପ୍ରଶାସନ ପକ୍ଷରୁ ସୁରକ୍ଷା ବ୍ୟବସ୍ଥା କରାଯାଇଥିଲା। <box>8 1268 238 1286</box>
byline: ଯାଜପୁର ରୋଡ, ବ୍ୟୁରୋ <box>478 132 539 140</box>
paragraph: ଆସନ୍ତା ଶିକ୍ଷାବର୍ଷ ଠାରୁ ନୂଆ ପାଠ୍ୟକ୍ରମ କାର୍ଯ୍ୟକାରୀ ହେବ। ଶିକ୍ଷକ ଶିକ୍ଷୟିତ୍ରୀଙ୍କ ପାଇଁ ପ୍ରଶିକ୍ଷଣ ଶିବିର ଆୟୋଜନ କରାଯିବ। <box>244 415 470 433</box>
story-text-mega-pipeline <box>8 406 236 596</box>
paragraph: ଶହ ଶହ ଭକ୍ତ ରଥ ଟାଣିବାରେ ସାମିଲ ହୋଇଥିଲେ। ପୋଲିସ ଓ ପ୍ରଶାସନ ପକ୍ଷରୁ ସୁରକ୍ଷା ବ୍ୟବସ୍ଥା କରାଯାଇଥିଲା। <box>242 1296 470 1314</box>
newspaper-logo[interactable] <box>6 4 236 84</box>
paragraph: ସୁନାବେଶ ଦର୍ଶନ ପାଇଁ ହଜାର ହଜାର ଭକ୍ତଙ୍କ ସମାଗମ ହୋଇଥିଲା। ପ୍ରଶାସନ ପକ୍ଷରୁ କଡ଼ା ସୁରକ୍ଷା ବ୍ୟବସ୍ଥା କରାଯାଇଥିଲା। <box>236 294 350 321</box>
paragraph: କେନ୍ଦ୍ର ସରକାର ମାନସୀ ନାଗରିକଙ୍କ ସହାୟତା ଯୋଜନା ଅଧୀନରେ ଅର୍ଥ ଯୋଗାଣ କରୁଛନ୍ତି। ପ୍ରାୟ ୭୨ ଲକ୍ଷ ହିତାଧିକାରୀ ଏହାର ଲାଭ ପାଇବେ। <box>8 904 236 922</box>
paragraph: ଚତୁର୍ଦ୍ଧାମୂର୍ତ୍ତି ପହଣ୍ଡି ବିଜେ କରି ରଥରେ ବିଜେ ହୋଇଥିଲେ। କମ୍ପାନୀର ବରିଷ୍ଠ ଅଧିକାରୀ ଏବଂ ସେମାନଙ୍କ ପରିବାର ଛେରାପହଁରା କରିଥିଲେ। <box>820 251 938 288</box>
paragraph: ଆଦାନୀ ଗ୍ରୁପ ଏବଂ ଇସ୍କନ ପକ୍ଷରୁ ଘୋଷଯାତ୍ରାରେ ପ୍ରସାଦ ସେବା ବିତରଣ କରାଯାଇଛି। ଲକ୍ଷାଧିକ ଭକ୍ତଙ୍କୁ ପ୍ରସାଦ ବଣ୍ଟାଯାଇଥିଲା। <box>826 739 938 776</box>
banner-photo-work <box>409 4 493 84</box>
paragraph: ନଭି ମୁମ୍ବାଇର ଖାରଘର ସ୍ଥିତ ଜଗନ୍ନାଥ ମନ୍ଦିରରେ ବାହୁଡ଼ା ଯାତ୍ରା ଧୁମଧାମରେ ପାଳିତ ହୋଇଛି। ପ୍ରବାସୀ ଓଡ଼ିଆମାନେ ଏଥିରେ ଯୋଗଦେଇଥିଲେ। <box>478 919 592 955</box>
paragraph: ସରକାର ପ୍ରତ୍ୟେକ ଜିଲ୍ଲାରେ ଆଦର୍ଶ ବିଦ୍ୟାଳୟ ପ୍ରତିଷ୍ଠା କରିବାକୁ ଯୋଜନା କରିଛନ୍ତି। <box>244 406 469 415</box>
column-divider <box>474 92 475 1450</box>
section-banner-front-page-continuation: ପ୍ରଥମ ପୃଷ୍ଠାର ଅବଶିଷ୍ଟାଂଶ <box>8 353 469 381</box>
paragraph: ନଭି ମୁମ୍ବାଇର ଖାରଘର ସ୍ଥିତ ଜଗନ୍ନାଥ ମନ୍ଦିରରେ ବାହୁଡ଼ା ଯାତ୍ରା ଧୁମଧାମରେ ପାଳିତ ହୋଇଛି। ପ୍ରବାସୀ ଓଡ଼ିଆମାନେ ଏଥିରେ ଯୋଗଦେଇଥିଲେ। <box>596 1064 706 1100</box>
paragraph: ପରିବେଶ ଅନୁକୂଳ ପତ୍ର ଥାଳିରେ ପ୍ରସାଦ ପରଷାଯାଇଥିଲା। ପ୍ଲାଷ୍ଟିକ ମୁକ୍ତ ସେବା ପାଇଁ ଭକ୍ତମାନେ ପ୍ରଶଂସା କରିଥିଲେ। <box>710 712 822 739</box>
paragraph: ସିଂହଦ୍ୱାରରେ ତିନି ରଥ ପହଞ୍ଚିବା ପରେ ସୁନାବେଶ ନୀତି ପାଇଁ ପ୍ରସ୍ତୁତି ଚାଲିଛି। <box>244 770 435 779</box>
temple-banner <box>240 4 830 84</box>
paragraph: ଆଦାନୀ ଗ୍ରୁପ ଏବଂ ଇସ୍କନ ପକ୍ଷରୁ ଘୋଷଯାତ୍ରାରେ ପ୍ରସାଦ ସେବା ବିତରଣ କରାଯାଇଛି। ଲକ୍ଷାଧିକ ଭକ୍ତଙ୍କୁ ପ୍ରସାଦ ବଣ୍ଟାଯାଇଥିଲା। <box>710 592 822 629</box>
story-text-jindal <box>478 132 594 346</box>
story-headline-vaman[interactable]: ବାହୁଡ଼ା ଯାତ୍ରାରେ ମହିପଡ଼ାରେ ଅଟକି ଭକ୍ତଙ୍କୁ ଦର୍ଶନ ଦେଲେ ଶ୍ରୀଦଧିବାମନ ମହାପ୍ରଭୁ <box>478 1222 912 1236</box>
story-headline-adani[interactable]: ଘୋଷଯାତ୍ରାରେ ଆଦାନୀ ଗ୍ରୁପର ପରିବେଶ ଅନୁକୂଳ ପ୍ରସାଦ ସେବା ବିତରଣ <box>478 354 909 371</box>
paragraph: ଦୃଷ୍ଟିକୋଣରୁ ସୋରା-ବିରେଶୀ ମୂଳକ ମଙ୍ଗେଲଙ୍କ ପରିବର୍ତ୍ତନ କରିବାକୁ ଆବଶ୍ୟକତା ରହିଛି। ଗ୍ରାମାଞ୍ଚଳରେ ପାନୀୟ ଜଳ ଯୋଗାଣ ଦିଗରେ ସରକାର ପ୍ରାଥମିକତା ଦେଉଛନ୍ତି। <box>8 406 236 424</box>
paragraph: ସରକାର ପ୍ରତ୍ୟେକ ଜିଲ୍ଲାରେ ଆଦର୍ଶ ବିଦ୍ୟାଳୟ ପ୍ରତିଷ୍ଠା କରିବାକୁ ଯୋଜନା କରିଛନ୍ତି। <box>244 544 469 553</box>
subhead-singhadwar: ସିଂହଦ୍ୱାରରେ ତିନି ... <box>246 734 348 748</box>
story-headline-baripada[interactable]: ଦ୍ୱିତୀୟ ଶ୍ରୀକ୍ଷେତ୍ର ବାରିପଦାରେ ମହାପ୍ରଭୁଙ୍କ ସୁନାବେଶ <box>8 94 413 114</box>
paragraph: ଆଦାନୀ ଗ୍ରୁପ ଏବଂ ଇସ୍କନ ପକ୍ଷରୁ ଘୋଷଯାତ୍ରାରେ ପ୍ରସାଦ ସେବା ବିତରଣ କରାଯାଇଛି। ଲକ୍ଷାଧିକ ଭକ୍ତଙ୍କୁ ପ୍ରସାଦ ବଣ୍ଟାଯାଇଥିଲା। <box>478 583 590 619</box>
story-text-mahaprabhu <box>244 1002 470 1068</box>
paragraph: ରୀତିନୀତି ଅନୁଯାୟୀ ଦଇତାପତିମାନେ ମହାପ୍ରଭୁଙ୍କୁ ସୁନା ଅଳଙ୍କାରରେ ସଜାଇଥିଲେ। ଜିଲ୍ଲାପାଳ ଓ ପୋଲିସ ଅଧୀକ୍ଷକ ଉପସ୍ଥିତ ଥିଲେ। <box>354 159 470 196</box>
paragraph: ମହାପ୍ରଭୁଙ୍କ ରଥ ଟାଣିବା ପାଇଁ ଭକ୍ତମାନଙ୍କ ମଧ୍ୟରେ ଉତ୍ସାହ ଦେଖାଯାଇଥିଲା। ସାଂସ୍କୃତିକ କାର୍ଯ୍ୟକ୍ରମ ମଧ୍ୟ ଆୟୋଜିତ ହୋଇଥିଲା। <box>710 1064 820 1100</box>
subhead-mega-pipeline: ମେଗା ପାଇପ ଜଳ... <box>10 390 99 403</box>
paragraph: ଲକ୍ଷାଧିକ ଭକ୍ତ ଏଥିରେ ସାମିଲ ହୋଇଥିଲେ। ପ୍ରଶାସନ ପକ୍ଷରୁ ପାନୀୟ ଜଳ ଓ ସ୍ୱାସ୍ଥ୍ୟ ଶିବିର ବ୍ୟବସ୍ଥା କରାଯାଇଥିଲା। <box>684 1357 938 1375</box>
newspaper-name: ସମ୍ବାଦ କଳିଙ୍ଗ <box>28 38 201 67</box>
photo-vaman-mahaprabhu[interactable] <box>478 1256 680 1444</box>
paragraph: ରାଜ୍ୟ ପରିଚାଳନା ମନ୍ତ୍ରୀ ବିଭୁତି ଭୂଷଣ ଜେନା ଜଣାଇଛନ୍ତି ଯେ ୨୮ କୋଟିରୁ ଅଧିକ ଟଙ୍କା ବ୍ୟୟ କରାଯିବ। ଏହା ସହିତ ସାର୍ଟିଫିକେଟ୍ ବିତରଣ ହେବ। <box>8 634 236 652</box>
paragraph: ଆସନ୍ତାକାଲି ରଥ ମନ୍ଦିରରେ ପହଞ୍ଚିବ ବୋଲି ସୂଚନା ମିଳିଛି। <box>242 1194 384 1203</box>
paragraph: ରୀତିନୀତି ଅନୁଯାୟୀ ଦଇତାପତିମାନେ ମହାପ୍ରଭୁଙ୍କୁ ସୁନା ଅଳଙ୍କାରରେ ସଜାଇଥିଲେ। ଜିଲ୍ଲାପାଳ ଓ ପୋଲିସ <box>236 321 350 349</box>
divider <box>8 1074 470 1075</box>
paragraph: ମହାପ୍ରଭୁଙ୍କ ରଥ ଟାଣିବା ପାଇଁ ଭକ୍ତମାନଙ୍କ ମଧ୍ୟରେ ଉତ୍ସାହ ଦେଖାଯାଇଥିଲା। ସାଂସ୍କୃତିକ କାର୍ଯ୍ୟକ୍ରମ ମଧ୍ୟ ଆୟୋଜିତ ହୋଇଥିଲା। <box>478 956 592 992</box>
story-text-vaman <box>684 1256 938 1444</box>
paragraph: ବିଶ୍ୱର ଗର୍ବ ଶ୍ରୀବଳଦେବଜୀଉଙ୍କ ବାହୁଡ଼ା ଯାତ୍ରା ଅନୁଷ୍ଠିତ ହୋଇଛି। ରଥ କଳଗଣ୍ଡି ନିକଟରେ ଅଟକି ଯାଇଥିଲା। <box>8 1296 238 1314</box>
paragraph: ସୁନାବେଶ ଦର୍ଶନ ପାଇଁ ହଜାର ହଜାର ଭକ୍ତଙ୍କ ସମାଗମ ହୋଇଥିଲା। ପ୍ରଶାସନ ପକ୍ଷରୁ କଡ଼ା ସୁରକ୍ଷା ବ୍ୟବସ୍ଥା କରାଯାଇଥିଲା। <box>354 132 470 159</box>
paragraph: ଦୃଷ୍ଟିକୋଣରୁ ସୋରା-ବିରେଶୀ ମୂଳକ ମଙ୍ଗେଲଙ୍କ ପରିବର୍ତ୍ତନ କରିବାକୁ ଆବଶ୍ୟକତା ରହିଛି। ଗ୍ରାମାଞ୍ଚଳରେ ପାନୀୟ ଜଳ ଯୋଗାଣ ଦିଗରେ ସରକାର ପ୍ରାଥମିକତା ଦେଉଛନ୍ତି। <box>8 442 236 461</box>
paragraph: ଆସନ୍ତାକାଲି ରଥ ମନ୍ଦିରରେ ପହଞ୍ଚିବ ବୋଲି ସୂଚନା ମିଳିଛି। <box>242 1314 384 1323</box>
paragraph: ବୁଧବାରଠାରୁ ରାଜ୍ୟରେ ମୌସୁମୀ ସକ୍ରିୟ ରହିବ। ଗଞ୍ଜାମ, କୋରାପୁଟ, ମାଲକାନଗିରି, କଳାହାଣ୍ଡି, କନ୍ଧମାଳ ଜିଲ୍ଲାରେ ଭାରି ବର୍ଷା ସମ୍ଭାବନା ରହିଛି। <box>8 792 236 811</box>
paragraph: ମହାପ୍ରଭୁଙ୍କ ରଥ ଟାଣିବା ପାଇଁ ଭକ୍ତମାନଙ୍କ ମଧ୍ୟରେ ଉତ୍ସାହ ଦେଖାଯାଇଥିଲା। ସାଂସ୍କୃତିକ କାର୍ଯ୍ୟକ୍ରମ ମଧ୍ୟ ଆୟୋଜିତ ହୋଇଥିଲା। <box>478 1029 592 1066</box>
paragraph: ସ୍ୱେଚ୍ଛାସେବୀମାନେ ଦିନରାତି ସେବା କାର୍ଯ୍ୟରେ ନିୟୋଜିତ ଥିଲେ। <box>594 601 706 619</box>
paragraph: ଦୃଷ୍ଟିକୋଣରୁ ସୋରା-ବିରେଶୀ ମୂଳକ ମଙ୍ଗେଲଙ୍କ ପରିବର୍ତ୍ତନ କରିବାକୁ ଆବଶ୍ୟକତା ରହିଛି। ଗ୍ରାମାଞ୍ଚଳରେ ପାନୀୟ ଜଳ ଯୋଗାଣ ଦିଗରେ ସରକାର ପ୍ରାଥମିକତା ଦେଉଛନ୍ତି। <box>8 479 236 497</box>
paragraph: ଆସନ୍ତା ଶିକ୍ଷାବର୍ଷ ଠାରୁ ନୂଆ ପାଠ୍ୟକ୍ରମ କାର୍ଯ୍ୟକାରୀ ହେବ। ଶିକ୍ଷକ ଶିକ୍ଷୟିତ୍ରୀଙ୍କ ପାଇଁ ପ୍ରଶିକ୍ଷଣ ଶିବିର ଆୟୋଜନ କରାଯିବ। <box>244 443 470 461</box>
